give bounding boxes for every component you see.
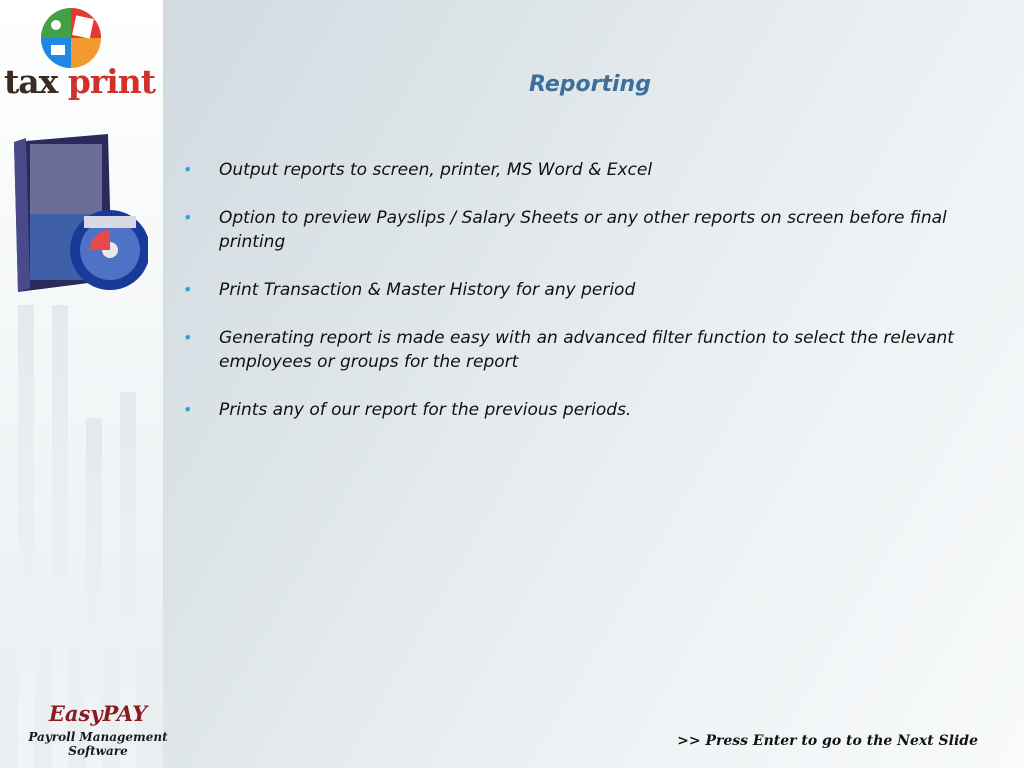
bullet-text: Output reports to screen, printer, MS Word & Excel: [219, 160, 653, 180]
logo-print-text: print: [67, 62, 156, 101]
logo-wordmark: [4, 62, 155, 102]
bullet-list: [183, 158, 1013, 446]
bullet-text: Option to preview Payslips / Salary Sheets or any other reports on screen before final printing: [219, 208, 947, 252]
sidebar: [0, 0, 163, 768]
brand-name: EasyPAY: [48, 701, 148, 726]
bullet-text: Prints any of our report for the previous periods.: [219, 400, 632, 420]
bullet-item: [183, 398, 1013, 422]
bullet-item: [183, 158, 1013, 182]
decorative-bar: [52, 305, 68, 768]
taxprint-logo-icon: [40, 7, 102, 69]
bullet-icon: •: [183, 160, 193, 179]
brand-tagline: Payroll Management Software: [28, 730, 168, 758]
next-slide-hint[interactable]: >> Press Enter to go to the Next Slide: [677, 733, 978, 749]
bullet-text: Print Transaction & Master History for any period: [219, 280, 636, 300]
bullet-icon: •: [183, 328, 193, 347]
bullet-item: [183, 326, 1013, 374]
bullet-icon: •: [183, 400, 193, 419]
bullet-item: [183, 278, 1013, 302]
product-box-image: [8, 132, 148, 300]
bullet-text: Generating report is made easy with an advanced filter function to select the relevant employees or groups for the report: [219, 328, 954, 372]
bullet-item: [183, 206, 1013, 254]
slide-title: Reporting: [529, 72, 651, 97]
bullet-icon: •: [183, 208, 193, 227]
decorative-bar: [18, 305, 34, 768]
bullet-icon: •: [183, 280, 193, 299]
logo-tax-text: tax: [4, 62, 58, 101]
